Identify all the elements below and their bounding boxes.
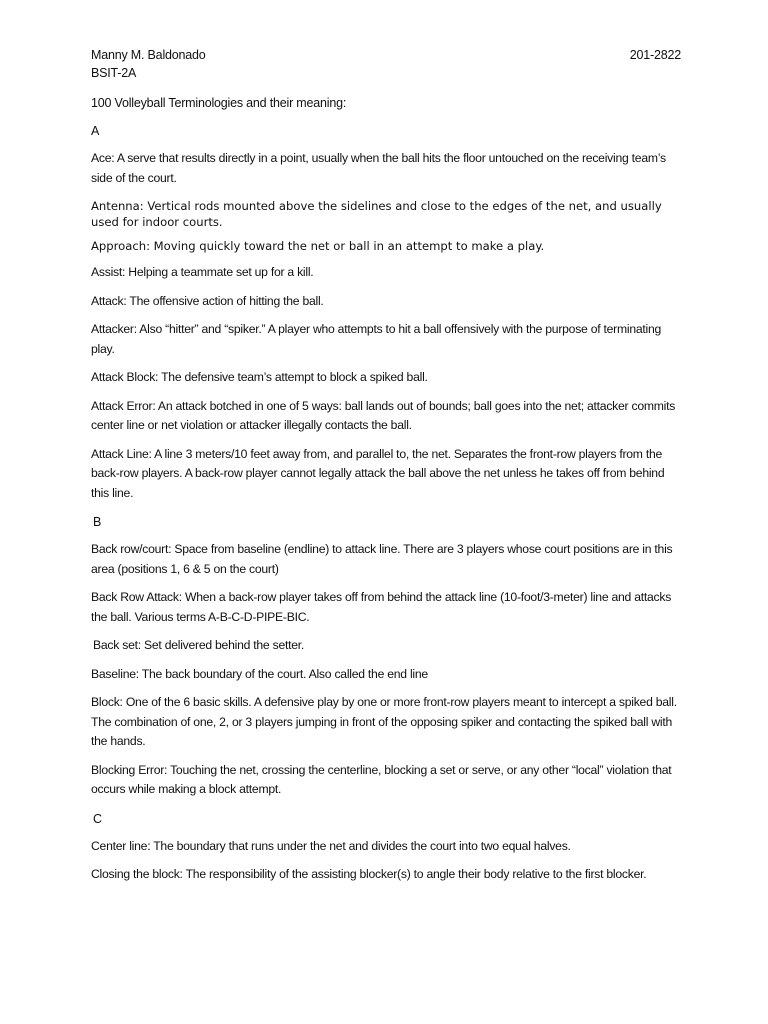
document-page [91, 46, 681, 885]
section-letter-c: C [93, 811, 103, 826]
author-block [91, 46, 206, 82]
term-antenna: Antenna: Vertical rods mounted above the sidelines and close to the edges of the net, and usually used for indoor courts. [91, 199, 662, 229]
term-attack-block: Attack Block: The defensive team’s attempt to block a spiked ball. [91, 370, 428, 384]
term-ace: Ace: A serve that results directly in a point, usually when the ball hits the floor untouched on the receiving team’s side of the court. [91, 151, 666, 185]
id-number: 201-2822 [629, 48, 681, 62]
document-title: 100 Volleyball Terminologies and their meaning: [91, 96, 347, 110]
term-baseline: Baseline: The back boundary of the court. Also called the end line [91, 666, 428, 681]
term-blocking-error: Blocking Error: Touching the net, crossing the centerline, blocking a set or serve, or any other “local” violation that occurs while making a block attempt. [91, 762, 672, 796]
term-closing-the-block: Closing the block: The responsibility of the assisting blocker(s) to angle their body relative to the first blocker. [91, 867, 647, 881]
term-approach: Approach: Moving quickly toward the net or ball in an attempt to make a play. [91, 239, 545, 253]
section-letter-b: B [93, 515, 102, 529]
term-block: Block: One of the 6 basic skills. A defensive play by one or more front-row players meant to intercept a spiked ball. The combination of one, 2, or 3 players jumping in front of the opposing spiker and contacting the spiked ball with the hands. [91, 695, 677, 748]
document-header [91, 46, 681, 82]
author-section: BSIT-2A [91, 66, 137, 80]
term-center-line: Center line: The boundary that runs under the net and divides the court into two equal halves. [91, 838, 571, 853]
term-assist: Assist: Helping a teammate set up for a kill. [91, 265, 314, 279]
term-attacker: Attacker: Also “hitter” and “spiker.” A player who attempts to hit a ball offensively with the purpose of terminating play. [91, 322, 662, 356]
term-attack-line: Attack Line: A line 3 meters/10 feet away from, and parallel to, the net. Separates the front-row players from the back-row players. A back-row player cannot legally attack the ball above the net unless he takes off from behind this line. [91, 446, 665, 500]
term-back-set: Back set: Set delivered behind the setter. [93, 638, 305, 652]
section-letter-a: A [91, 124, 100, 138]
author-name: Manny M. Baldonado [91, 48, 206, 62]
term-attack-error: Attack Error: An attack botched in one of 5 ways: ball lands out of bounds; ball goes into the net; attacker commits center line or net violation or attacker illegally contacts the ball. [91, 398, 676, 432]
term-attack: Attack: The offensive action of hitting the ball. [91, 293, 324, 308]
term-back-row-attack: Back Row Attack: When a back-row player takes off from behind the attack line (10-foot/3-meter) line and attacks the ball. Various terms A-B-C-D-PIPE-BIC. [91, 590, 672, 624]
term-back-row-court: Back row/court: Space from baseline (endline) to attack line. There are 3 players whose court positions are in this area (positions 1, 6 & 5 on the court) [91, 542, 673, 576]
